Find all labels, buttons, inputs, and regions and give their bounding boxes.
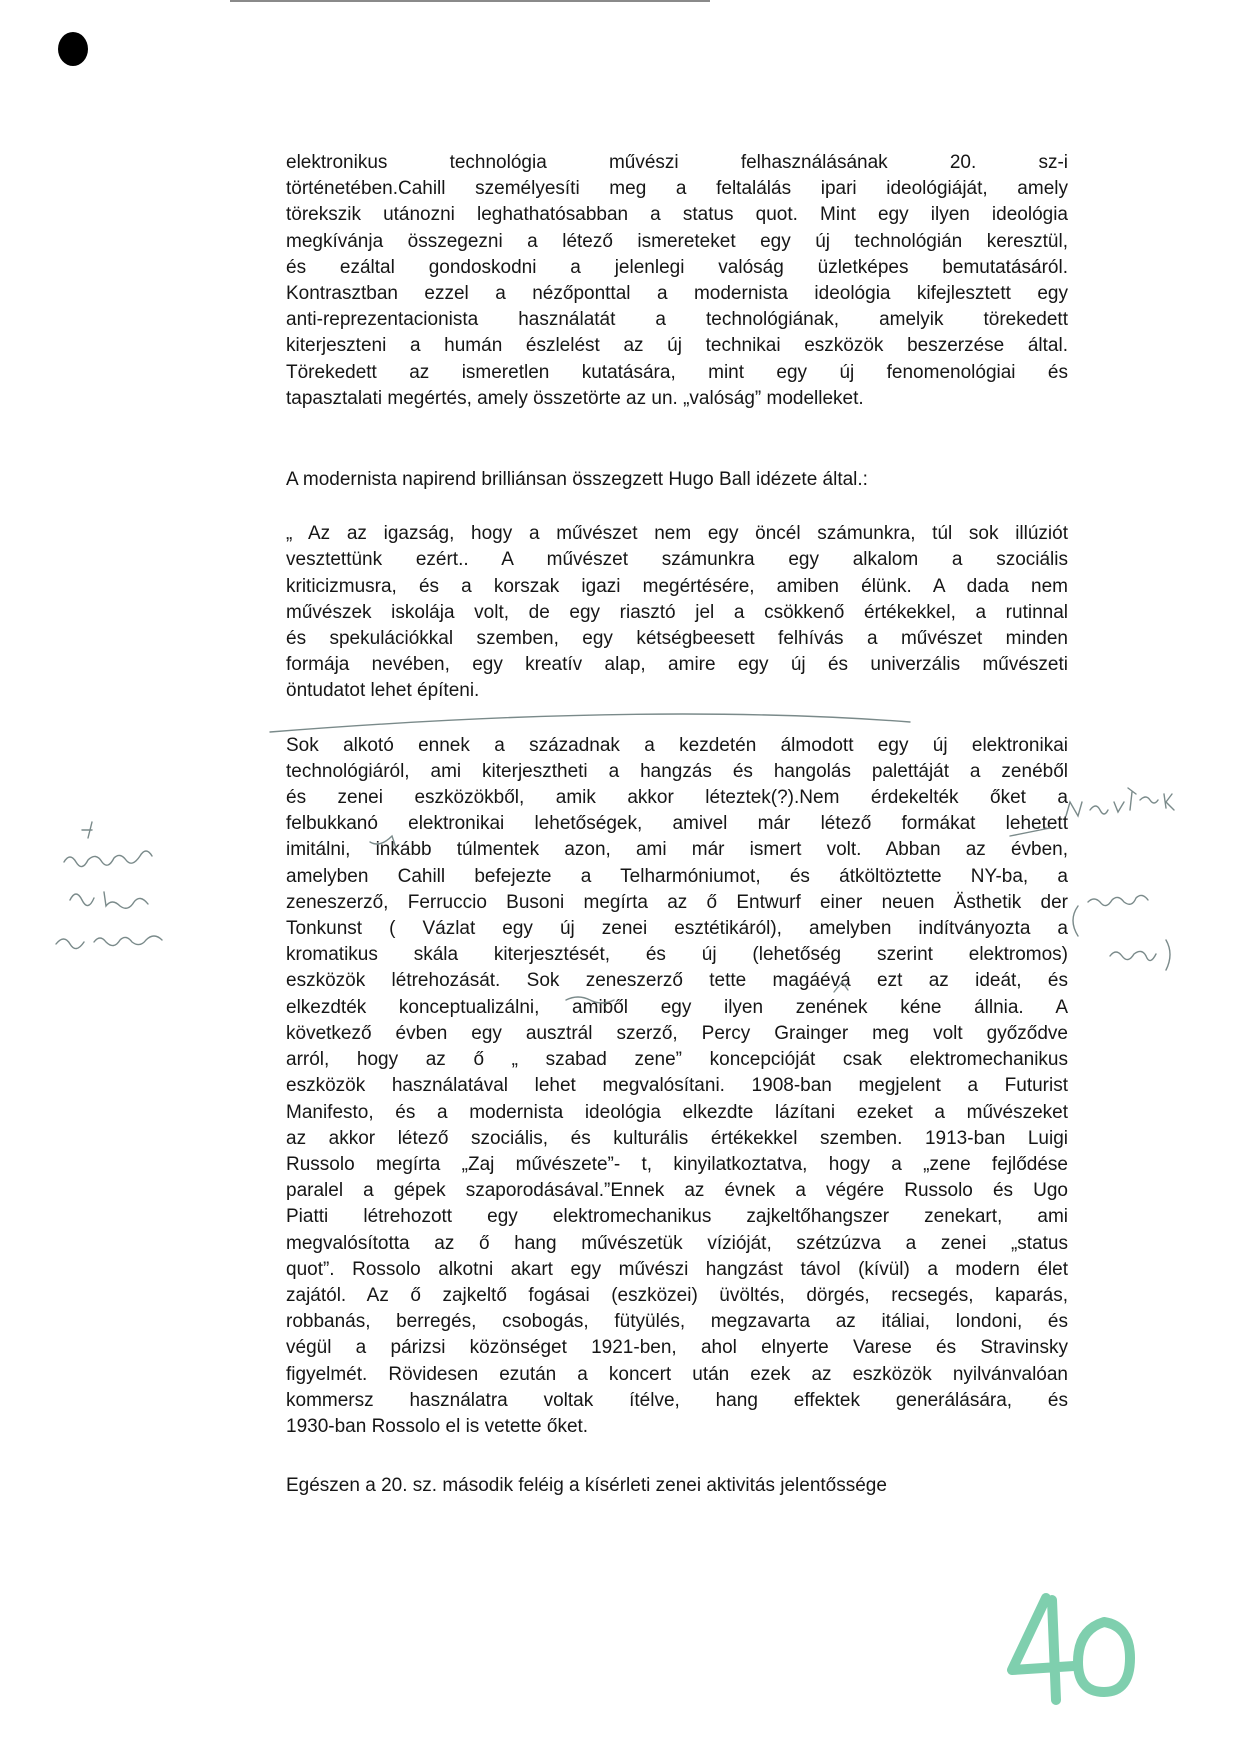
intro-paragraph (286, 467, 1068, 493)
paragraph-2-line: az akkor létező szociális, és kulturális értékekkel szemben. 1913-ban Luigi (286, 1127, 1068, 1149)
left-margin-mark (82, 822, 92, 838)
paragraph-2-line: paralel a gépek szaporodásával.”Ennek az évnek a végére Russolo és Ugo (286, 1180, 1068, 1202)
paragraph-2-line: és zenei eszközökből, amik akkor léteztek(?).Nem érdekelték őket a (286, 787, 1068, 809)
paragraph-2-line: kromatikus skála kiterjesztését, és új (lehetőség szerint elektromos) (286, 944, 1068, 966)
paragraph-1-line: anti-reprezentacionista használatát a technológiának, amelyik törekedett (286, 309, 1068, 331)
final-paragraph (286, 1473, 1068, 1499)
paragraph-2-line: 1930-ban Rossolo el is vetette őket. (286, 1415, 589, 1437)
quote-paragraph (286, 521, 1068, 704)
paragraph-2 (286, 733, 1068, 1440)
intro-line: A modernista napirend brilliánsan összegzett Hugo Ball idézete által.: (286, 469, 868, 491)
paragraph-2-line: imitálni, inkább túlmentek azon, ami már ismert volt. Abban az évben, (286, 839, 1068, 861)
paragraph-1-line: elektronikus technológia művészi felhasználásának 20. sz-i (286, 152, 1068, 173)
paragraph-1-line: tapasztalati megértés, amely összetörte az un. „valóság” modelleket. (286, 387, 864, 409)
paragraph-2-line: quot”. Rossolo alkotni akart egy művészi hangzást távol (kívül) a modern élet (286, 1258, 1068, 1280)
right-margin-note-2 (1128, 788, 1174, 810)
document-body (286, 150, 1068, 1499)
paragraph-2-line: végül a párizsi közönséget 1921-ben, ahol elnyerte Varese és Stravinsky (286, 1337, 1068, 1359)
paragraph-1-line: Kontrasztban ezzel a nézőponttal a modernista ideológia kifejlesztett egy (286, 283, 1068, 305)
right-margin-note-1 (1066, 802, 1124, 816)
paragraph-2-line: Tonkunst ( Vázlat egy új zenei esztétikáról), amelyben indítványozta a (286, 918, 1068, 940)
final-line: Egészen a 20. sz. második feléig a kísérleti zenei aktivitás jelentőssége (286, 1475, 887, 1497)
paragraph-2-line: elkezdték konceptualizálni, amiből egy ilyen zenének kéne állnia. A (286, 996, 1068, 1018)
quote-line: öntudatot lehet építeni. (286, 680, 480, 702)
quote-line: vesztettünk ezért.. A művészet számunkra egy alkalom a szociális (286, 549, 1068, 571)
scan-top-rule (230, 0, 710, 2)
paragraph-2-line: eszközök használatával lehet megvalósítani. 1908-ban megjelent a Futurist (286, 1075, 1068, 1097)
paragraph-2-line: kommersz használatra voltak ítélve, hang effektek generálására, és (286, 1389, 1068, 1411)
paragraph-2-line: következő évben egy ausztrál szerző, Percy Grainger meg volt győződve (286, 1022, 1068, 1044)
paragraph-2-line: eszközök létrehozását. Sok zeneszerző tette magáévá ezt az ideát, és (286, 970, 1068, 992)
paragraph-2-line: zajától. Az ő zajkeltő fogásai (eszközei) üvöltés, dörgés, recsegés, kaparás, (286, 1284, 1068, 1306)
quote-line: művészek iskolája volt, de egy riasztó jel a csökkenő értékekkel, a rutinnal (286, 601, 1068, 623)
paragraph-2-line: Manifesto, és a modernista ideológia elkezdte lázítani ezeket a művészeket (286, 1101, 1068, 1123)
paragraph-2-line: technológiáról, ami kiterjesztheti a hangzás és hangolás palettáját a zenéből (286, 760, 1068, 782)
paragraph-1-line: megkívánja összegezni a létező ismereteket egy új technológián keresztül, (286, 230, 1068, 252)
right-margin-note-3 (1073, 895, 1148, 936)
paragraph-2-line: figyelmét. Rövidesen ezután a koncert után ezek az eszközök nyilvánvalóan (286, 1363, 1068, 1385)
paragraph-1-line: törekszik utánozni leghathatósabban a status quot. Mint egy ilyen ideológia (286, 204, 1068, 226)
paragraph-2-line: amelyben Cahill befejezte a Telharmóniumot, és átköltöztette NY-ba, a (286, 865, 1068, 887)
paragraph-1-line: és ezáltal gondoskodni a jelenlegi valóság üzletképes bemutatásáról. (286, 256, 1068, 278)
paragraph-2-line: zeneszerző, Ferruccio Busoni megírta az ő Entwurf einer neuen Ästhetik der (286, 891, 1068, 913)
paragraph-2-line: arról, hogy az ő „ szabad zene” koncepcióját csak elektromechanikus (286, 1049, 1068, 1071)
paragraph-2-line: Piatti létrehozott egy elektromechanikus zajkeltőhangszer zenekart, ami (286, 1206, 1068, 1228)
paragraph-1-line: kiterjeszteni a humán észlelést az új technikai eszközök beszerzése által. (286, 335, 1068, 357)
page-number-40-drawing (1012, 1598, 1130, 1700)
paragraph-2-line: megvalósította az ő hang művészetük vízióját, szétzúzva a zenei „status (286, 1232, 1068, 1254)
paragraph-2-line: Russolo megírta „Zaj művészete”- t, kinyilatkoztatva, hogy a „zene fejlődése (286, 1153, 1068, 1175)
paragraph-1-line: történetében.Cahill személyesíti meg a feltalálás ipari ideológiáját, amely (286, 178, 1068, 200)
paragraph-1 (286, 150, 1068, 412)
right-margin-note-4 (1110, 940, 1170, 970)
paragraph-2-line: Sok alkotó ennek a századnak a kezdetén álmodott egy új elektronikai (286, 734, 1068, 756)
paragraph-2-line: felbukkanó elektronikai lehetőségek, amivel már létező formákat lehetett (286, 813, 1068, 835)
quote-line: „ Az az igazság, hogy a művészet nem egy öncél számunkra, túl sok illúziót (286, 523, 1068, 545)
left-margin-note-3 (56, 936, 162, 949)
left-margin-note-1 (64, 851, 152, 867)
quote-line: kriticizmusra, és a korszak igazi megértésére, amiben élünk. A dada nem (286, 575, 1068, 597)
quote-line: és spekulációkkal szemben, egy kétségbeesett felhívás a művészet minden (286, 628, 1068, 650)
quote-line: formája nevében, egy kreatív alap, amire egy új és univerzális művészeti (286, 654, 1068, 676)
left-margin-note-2 (70, 892, 148, 908)
paragraph-2-line: robbanás, berregés, csobogás, fütyülés, megzavarta az itáliai, londoni, és (286, 1311, 1068, 1333)
punch-hole (58, 32, 88, 66)
paragraph-1-line: Törekedett az ismeretlen kutatására, mint egy új fenomenológiai és (286, 361, 1068, 383)
